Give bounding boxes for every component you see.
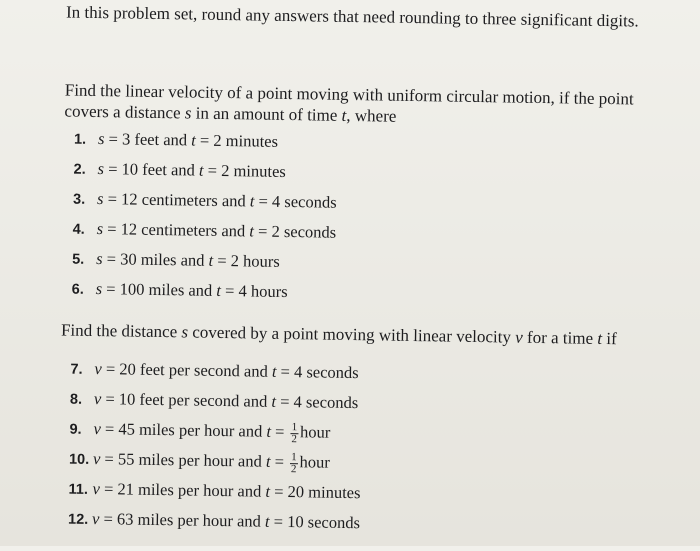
equals-sign: = xyxy=(276,392,294,411)
problem-s-value: 100 miles xyxy=(120,279,185,299)
var-t: t xyxy=(250,191,255,210)
equals-sign: = xyxy=(101,419,119,438)
problem-t-value: 2 hours xyxy=(231,251,280,271)
and-word: and xyxy=(222,191,246,210)
and-word: and xyxy=(238,451,262,470)
var-v: v xyxy=(94,389,102,408)
var-t: t xyxy=(271,392,276,411)
and-word: and xyxy=(237,481,261,500)
fraction-denominator: 2 xyxy=(290,434,298,445)
var-t: t xyxy=(216,281,221,300)
problem-t-value: 4 seconds xyxy=(294,362,359,382)
problem-item xyxy=(72,214,336,248)
var-t: t xyxy=(191,130,196,149)
problem-t-value: 2 seconds xyxy=(271,222,336,242)
var-v: v xyxy=(93,419,101,438)
equals-sign: = xyxy=(276,362,294,381)
var-t: t xyxy=(265,482,270,501)
problem-s-value: 12 centimeters xyxy=(120,219,217,240)
problem-number: 10. xyxy=(69,445,93,475)
var-t: t xyxy=(249,221,254,240)
problem-number: 3. xyxy=(73,185,97,215)
intro-paragraph xyxy=(66,2,666,32)
and-word: and xyxy=(181,250,205,269)
var-s: s xyxy=(97,159,104,178)
problem-v-value: 21 miles per hour xyxy=(117,479,233,500)
equals-sign: = xyxy=(269,512,287,531)
section2-problem-list xyxy=(68,354,363,539)
problem-number: 11. xyxy=(68,475,92,505)
equals-sign: = xyxy=(270,482,288,501)
problem-t-value: 10 seconds xyxy=(287,512,360,532)
problem-item xyxy=(73,184,337,218)
problem-t-value: 20 minutes xyxy=(287,482,360,502)
problem-item xyxy=(74,124,338,158)
problem-s-value: 10 feet xyxy=(121,159,167,179)
and-word: and xyxy=(243,391,267,410)
problem-number: 8. xyxy=(70,385,94,415)
var-s: s xyxy=(97,219,104,238)
equals-sign: = xyxy=(100,479,118,498)
intro-text: In this problem set, round any answers that need rounding to three significant digits. xyxy=(66,3,639,31)
equals-sign: = xyxy=(196,131,214,150)
problem-item xyxy=(69,414,361,449)
section2-middle2: for a time xyxy=(523,328,598,348)
var-t: t xyxy=(266,452,271,471)
var-s: s xyxy=(96,279,103,298)
and-word: and xyxy=(244,361,268,380)
var-v: v xyxy=(93,449,101,468)
equals-sign: = xyxy=(102,359,120,378)
var-v: v xyxy=(92,479,100,498)
var-s: s xyxy=(181,322,188,341)
var-t: t xyxy=(199,161,204,180)
and-word: and xyxy=(188,280,212,299)
var-t: t xyxy=(597,329,602,348)
section1-problem-list xyxy=(71,124,337,308)
section2-middle1: covered by a point moving with linear velocity xyxy=(188,322,515,346)
equals-sign: = xyxy=(99,509,117,528)
equals-sign: = xyxy=(104,159,122,178)
problem-v-value: 20 feet per second xyxy=(119,359,240,380)
equals-sign: = xyxy=(103,219,121,238)
fraction-numerator: 1 xyxy=(291,422,299,434)
and-word: and xyxy=(221,221,245,240)
section1-suffix: , where xyxy=(346,106,396,126)
problem-number: 6. xyxy=(71,275,95,305)
equals-sign: = xyxy=(102,249,120,268)
equals-sign: = xyxy=(271,422,289,441)
fraction xyxy=(290,422,298,445)
and-word: and xyxy=(237,511,261,530)
problem-t-value: 4 hours xyxy=(238,281,287,301)
equals-sign: = xyxy=(221,281,239,300)
problem-s-value: 3 feet xyxy=(122,129,159,149)
problem-number: 12. xyxy=(68,505,92,535)
problem-s-value: 12 centimeters xyxy=(121,189,218,210)
and-word: and xyxy=(171,160,195,179)
var-s: s xyxy=(96,249,103,268)
problem-t-unit: hour xyxy=(300,422,331,441)
problem-t-value: 2 minutes xyxy=(213,131,278,151)
var-v: v xyxy=(94,359,102,378)
problem-v-value: 10 feet per second xyxy=(119,389,240,410)
var-t: t xyxy=(208,251,213,270)
equals-sign: = xyxy=(101,389,119,408)
problem-number: 1. xyxy=(74,125,98,155)
problem-number: 9. xyxy=(69,415,93,445)
equals-sign: = xyxy=(203,161,221,180)
problem-t-value: 4 seconds xyxy=(293,392,358,412)
var-t: t xyxy=(265,512,270,531)
fraction-numerator: 1 xyxy=(290,452,298,464)
equals-sign: = xyxy=(100,449,118,468)
equals-sign: = xyxy=(213,251,231,270)
problem-item xyxy=(72,244,336,278)
var-v: v xyxy=(92,509,100,528)
section2-suffix: if xyxy=(602,329,617,348)
var-s: s xyxy=(98,129,105,148)
equals-sign: = xyxy=(254,221,272,240)
section1-middle: in an amount of time xyxy=(191,103,341,124)
problem-t-value: 2 minutes xyxy=(221,161,286,181)
equals-sign: = xyxy=(254,191,272,210)
var-t: t xyxy=(341,106,346,125)
problem-t-unit: hour xyxy=(299,452,330,471)
problem-item xyxy=(69,444,361,479)
and-word: and xyxy=(238,421,262,440)
problem-number: 7. xyxy=(70,355,94,385)
problem-number: 4. xyxy=(72,215,96,245)
section1-instructions xyxy=(64,79,665,130)
var-s: s xyxy=(185,103,192,122)
var-t: t xyxy=(266,422,271,441)
problem-number: 2. xyxy=(73,155,97,185)
section2-instructions xyxy=(61,319,661,349)
problem-item xyxy=(70,354,362,389)
var-v: v xyxy=(515,328,523,347)
problem-v-value: 63 miles per hour xyxy=(117,509,233,530)
problem-s-value: 30 miles xyxy=(120,249,177,269)
problem-item xyxy=(68,474,360,509)
equals-sign: = xyxy=(103,189,121,208)
problem-item xyxy=(70,384,362,419)
fraction-denominator: 2 xyxy=(290,464,298,475)
problem-v-value: 55 miles per hour xyxy=(118,449,234,470)
section2-prefix: Find the distance xyxy=(61,320,182,341)
equals-sign: = xyxy=(104,129,122,148)
equals-sign: = xyxy=(270,452,288,471)
problem-number: 5. xyxy=(72,245,96,275)
and-word: and xyxy=(163,130,187,149)
fraction xyxy=(290,452,298,475)
section1-prefix: Find the linear velocity of a point moving with uniform circular motion, if the point covers a distance xyxy=(64,80,633,122)
equals-sign: = xyxy=(102,279,120,298)
var-t: t xyxy=(272,362,277,381)
problem-t-value: 4 seconds xyxy=(272,192,337,212)
problem-item xyxy=(73,154,337,188)
var-s: s xyxy=(97,189,104,208)
problem-v-value: 45 miles per hour xyxy=(118,419,234,440)
problem-item xyxy=(71,274,335,308)
problem-item xyxy=(68,504,360,539)
